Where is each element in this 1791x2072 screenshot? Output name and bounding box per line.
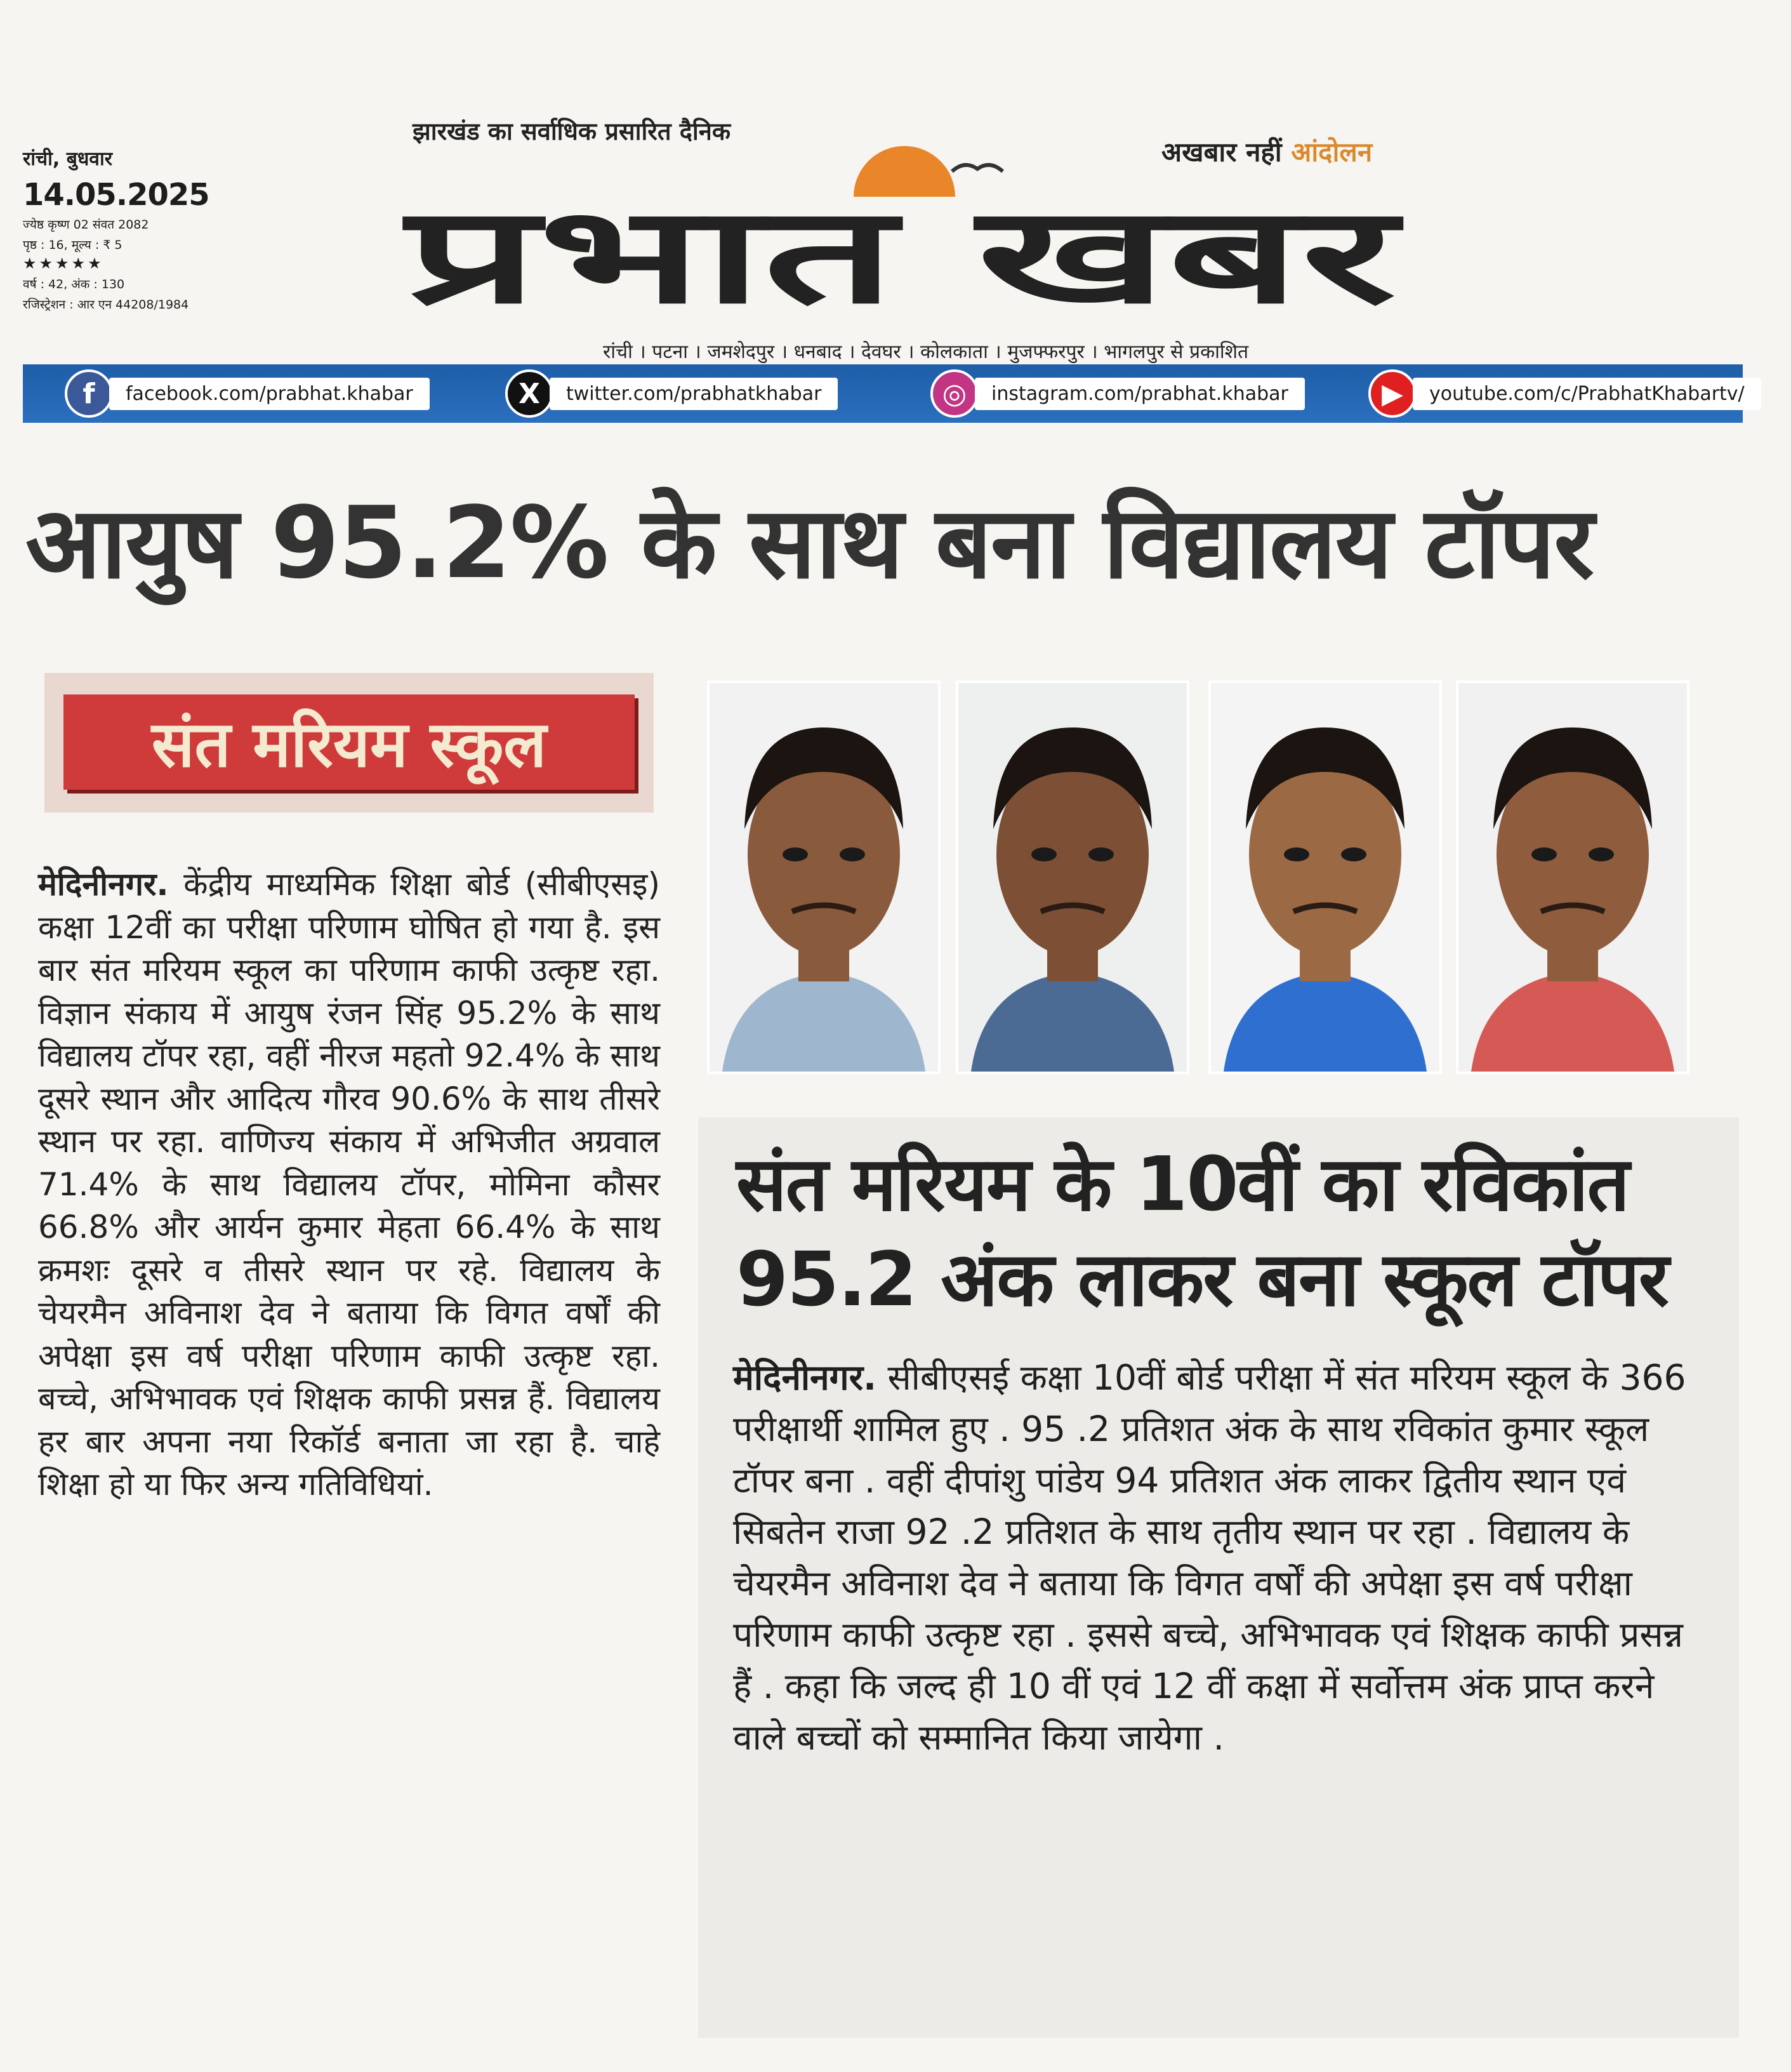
- x-icon: X: [505, 369, 553, 418]
- portrait-3: [1211, 683, 1439, 1072]
- article2-headline-line2: 95.2 अंक लाकर बना स्कूल टॉपर: [736, 1235, 1669, 1323]
- student-photo-1: [707, 681, 941, 1074]
- left-eye: [783, 847, 808, 861]
- instagram-link[interactable]: instagram.com/prabhat.khabar: [975, 378, 1305, 410]
- portrait-2: [958, 683, 1187, 1072]
- article2-headline: [736, 1136, 1726, 1327]
- facebook-icon: f: [65, 369, 113, 418]
- student-photo-3: [1208, 681, 1442, 1074]
- student-photo-4: [1456, 681, 1689, 1074]
- article2-dateline: मेदिनीनगर.: [733, 1357, 876, 1398]
- dateline-block: [23, 145, 213, 313]
- city-day: रांची, बुधवार: [23, 148, 113, 170]
- article1-dateline: मेदिनीनगर.: [38, 866, 169, 903]
- portrait-4: [1458, 683, 1687, 1072]
- instagram-icon: ◎: [930, 369, 979, 418]
- tagline-right-part2: आंदोलन: [1291, 136, 1373, 168]
- portrait-1: [710, 683, 938, 1072]
- hindi-date: ज्येष्ठ कृष्ण 02 संवत 2082: [23, 218, 149, 232]
- facebook-link[interactable]: facebook.com/prabhat.khabar: [109, 378, 430, 410]
- tagline-left: झारखंड का सर्वाधिक प्रसारित दैनिक: [413, 117, 731, 145]
- volume-issue: वर्ष : 42, अंक : 130: [23, 277, 125, 291]
- pages-price: पृष्ठ : 16, मूल्य : ₹ 5: [23, 238, 122, 252]
- student-photo-2: [956, 681, 1189, 1074]
- bird-icon: [952, 165, 1003, 171]
- social-instagram[interactable]: [930, 368, 1305, 419]
- social-links-bar: [23, 364, 1743, 423]
- article1-body: [38, 863, 660, 1506]
- school-banner: [44, 673, 654, 813]
- article2-body: [733, 1352, 1710, 1763]
- twitter-link[interactable]: twitter.com/prabhatkhabar: [550, 378, 838, 410]
- right-eye: [1088, 847, 1114, 861]
- published-cities: रांची । पटना । जमशेदपुर । धनबाद । देवघर । कोलकाता । मुजफ्फरपुर । भागलपुर से प्रकाशित: [603, 341, 1249, 363]
- edition-stars: ★★★★★: [23, 255, 104, 272]
- youtube-icon: ▶: [1368, 369, 1417, 418]
- tagline-right: [1161, 133, 1372, 169]
- social-facebook[interactable]: [65, 368, 430, 419]
- right-eye: [1341, 847, 1366, 861]
- article1-text: केंद्रीय माध्यमिक शिक्षा बोर्ड (सीबीएसइ) कक्षा 12वीं का परीक्षा परिणाम घोषित हो गया है. इस बार संत मरियम स्कूल का परिणाम काफी उत्कृष्ट रहा. विज्ञान संकाय में आयुष रंजन सिंह 95.2% के साथ विद्यालय टॉपर रहा, वहीं नीरज महतो 92.4% के साथ दूसरे स्थान और आदित्य गौरव 90.6% के साथ तीसरे स्थान पर रहा. वाणिज्य संकाय में अभिजीत अग्रवाल 71.4% के साथ विद्यालय टॉपर, मोमिना कौसर 66.8% और आर्यन कुमार मेहता 66.4% के साथ क्रमशः दूसरे व तीसरे स्थान पर रहे. विद्यालय के चेयरमैन अविनाश देव ने बताया कि विगत वर्षों की अपेक्षा इस वर्ष परीक्षा परिणाम काफी उत्कृष्ट रहा. बच्चे, अभिभावक एवं शिक्षक काफी प्रसन्न हैं. विद्यालय हर बार अपना नया रिकॉर्ड बनाता जा रहा है. चाहे शिक्षा हो या फिर अन्य गतिविधियां.: [38, 866, 660, 1503]
- newspaper-name: प्रभात खबर: [402, 178, 1404, 333]
- left-eye: [1031, 847, 1057, 861]
- social-youtube[interactable]: [1368, 368, 1761, 419]
- tagline-right-part1: अखबार नहीं: [1161, 136, 1282, 168]
- main-headline: आयुष 95.2% के साथ बना विद्यालय टॉपर: [25, 485, 1594, 601]
- issue-date: 14.05.2025: [23, 177, 209, 213]
- student-photos: [707, 681, 1731, 1080]
- left-eye: [1284, 847, 1309, 861]
- youtube-link[interactable]: youtube.com/c/PrabhatKhabartv/: [1413, 378, 1761, 410]
- right-eye: [840, 847, 865, 861]
- left-eye: [1531, 847, 1557, 861]
- school-name: संत मरियम स्कूल: [63, 694, 635, 790]
- registration-number: रजिस्ट्रेशन : आर एन 44208/1984: [23, 298, 189, 312]
- article2-headline-line1: संत मरियम के 10वीं का रविकांत: [736, 1140, 1629, 1228]
- right-eye: [1589, 847, 1614, 861]
- article2-text: सीबीएसई कक्षा 10वीं बोर्ड परीक्षा में संत मरियम स्कूल के 366 परीक्षार्थी शामिल हुए . 95 .2 प्रतिशत अंक के साथ रविकांत कुमार स्कूल टॉपर बना . वहीं दीपांशु पांडेय 94 प्रतिशत अंक लाकर द्वितीय स्थान एवं सिबतेन राजा 92 .2 प्रतिशत के साथ तृतीय स्थान पर रहा . विद्यालय के चेयरमैन अविनाश देव ने बताया कि विगत वर्षों की अपेक्षा इस वर्ष परीक्षा परिणाम काफी उत्कृष्ट रहा . इससे बच्चे, अभिभावक एवं शिक्षक काफी प्रसन्न हैं . कहा कि जल्द ही 10 वीं एवं 12 वीं कक्षा में सर्वोत्तम अंक प्राप्त करने वाले बच्चों को सम्मानित किया जायेगा .: [733, 1357, 1686, 1758]
- social-twitter[interactable]: [505, 368, 838, 419]
